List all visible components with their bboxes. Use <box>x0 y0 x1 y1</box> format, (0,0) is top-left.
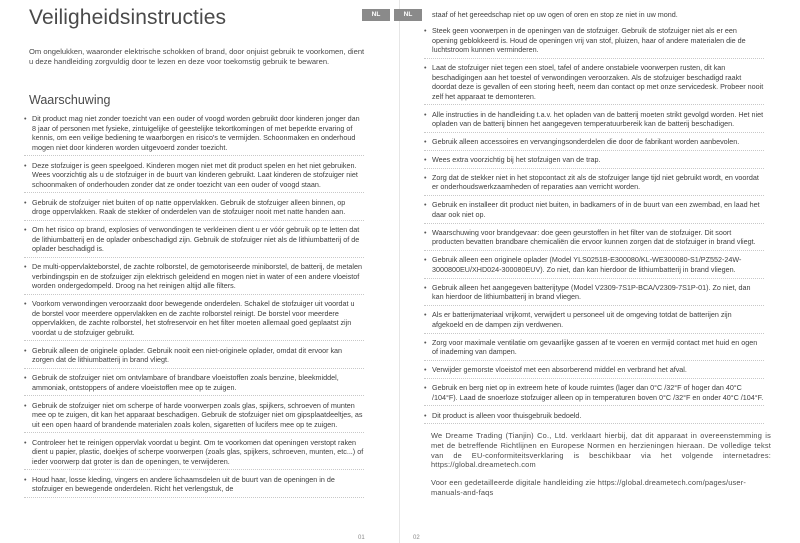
list-item: • Gebruik de stofzuiger niet buiten of op natte oppervlakken. Gebruik de stofzuiger alleen binnen, op droge oppervlakken. Raak de stekker of onderdelen van de stofzuiger nooit met natte handen aan. <box>24 198 364 221</box>
list-item: • Dit product is alleen voor thuisgebruik bedoeld. <box>424 411 764 425</box>
list-item: • Gebruik alleen accessoires en vervangingsonderdelen die door de fabrikant worden aanbevolen. <box>424 137 764 151</box>
list-item: • Gebruik alleen het aangegeven batterijtype (Model V2309-7S1P-BCA/V2309-7S1P-01). Zo niet, dan kan hierdoor de lithiumbatterij in brand vliegen. <box>424 283 764 306</box>
continuation-text: staaf of het gereedschap niet op uw ogen of oren en stop ze niet in uw mond. <box>432 10 678 19</box>
conformity-declaration: We Dreame Trading (Tianjin) Co., Ltd. verklaart hierbij, dat dit apparaat in overeenstemming is met de betreffende Richtlijnen en Europese Normen en herzieningen hieraan. De volledige tekst van de EU-conformiteitsverklaring is beschikbaar via het volgende internetadres: https://global.dreametech.com <box>431 431 771 470</box>
warning-list-left <box>24 114 364 502</box>
list-item: • De multi-oppervlakteborstel, de zachte rolborstel, de gemotoriseerde miniborstel, de batterij, de metalen verbindingspin en de stofzuiger zijn elektrisch geleidend en mogen niet in water of een andere vloeistof worden ondergedompeld. Droog na het reinigen altijd alle filters. <box>24 262 364 295</box>
list-item: • Wees extra voorzichtig bij het stofzuigen van de trap. <box>424 155 764 169</box>
list-item: • Alle instructies in de handleiding t.a.v. het opladen van de batterij moeten strikt gevolgd worden. Het niet opladen van de batterij binnen het aangegeven temperatuurbereik kan de batterij beschadigen. <box>424 110 764 133</box>
intro-paragraph: Om ongelukken, waaronder elektrische schokken of brand, door onjuist gebruik te voorkomen, dient u deze handleiding zorgvuldig door te lezen en deze voor toekomstig gebruik te bewaren. <box>29 47 365 66</box>
list-item: • Deze stofzuiger is geen speelgoed. Kinderen mogen niet met dit product spelen en het niet gebruiken. Wees voorzichtig als u de stofzuiger in de buurt van kinderen gebruikt. Laat kinderen de stofzuiger niet schoonmaken of onderhouden zonder dat ze onder toezicht van een ouder of voogd staan. <box>24 161 364 194</box>
page-number: 02 <box>413 535 420 541</box>
page-title: Veiligheidsinstructies <box>29 6 227 29</box>
list-item: • Als er batterijmateriaal vrijkomt, verwijdert u personeel uit de omgeving totdat de batterijen zijn afgekoeld en de dampen zijn verdwenen. <box>424 310 764 333</box>
list-item: • Zorg dat de stekker niet in het stopcontact zit als de stofzuiger lange tijd niet gebruikt wordt, en voordat er onderhoudswerkzaamheden of reparaties aan verricht worden. <box>424 173 764 196</box>
list-item: • Verwijder gemorste vloeistof met een absorberend middel en verbrand het afval. <box>424 365 764 379</box>
list-item: • Gebruik de stofzuiger niet om ontvlambare of brandbare vloeistoffen zoals benzine, bleekmiddel, ammoniak, ontstoppers of andere vloeistoffen mee op te zuigen. <box>24 373 364 396</box>
list-item: • Om het risico op brand, explosies of verwondingen te verkleinen dient u er vóór gebruik op te letten dat de lithiumbatterij en de oplader onbeschadigd zijn. Gebruik de stofzuiger niet als de lithiumbatterij of de oplader beschadigd is. <box>24 225 364 258</box>
list-item: • Gebruik en installeer dit product niet buiten, in badkamers of in de buurt van een zwembad, en laad het daar ook niet op. <box>424 200 764 223</box>
manual-link-text: Voor een gedetailleerde digitale handleiding zie https://global.dreametech.com/pages/user-manuals-and-faqs <box>431 478 747 497</box>
list-item: • Houd haar, losse kleding, vingers en andere lichaamsdelen uit de buurt van de openingen in de stofzuiger en bewegende onderdelen. Richt het verlengstuk, de <box>24 475 364 498</box>
right-page <box>400 0 800 543</box>
list-item: • Gebruik alleen een originele oplader (Model YLS0251B-E300080/KL-WE300080-S1/PZ552-24W-3000800EU/XHD024-300080EUV). Zo niet, dan kan hierdoor de lithiumbatterij in brand vliegen. <box>424 255 764 278</box>
list-item: • Gebruik de stofzuiger niet om scherpe of harde voorwerpen zoals glas, spijkers, schroeven of munten mee op te zuigen, dit kan het apparaat beschadigen. Gebruik de stofzuiger niet om gipsplaatdeeltjes, as uit een open haard of brandende materialen zoals kolen, sigaretten of lucifers mee op te zuigen. <box>24 401 364 434</box>
language-tab: NL <box>394 9 422 21</box>
list-item: • Gebruik en berg niet op in extreem hete of koude ruimtes (lager dan 0°C /32°F of hoger dan 40°C /104°F). Laad de snoerloze stofzuiger alleen op in temperaturen boven 0°C /32°F en onder 40°C /104°F. <box>424 383 764 406</box>
warning-list-right <box>424 26 764 428</box>
list-item: • Voorkom verwondingen veroorzaakt door bewegende onderdelen. Schakel de stofzuiger uit voordat u de borstel voor meerdere oppervlakken en de zachte rolborstel reinigt. De borstel voor meerdere oppervlakken, de zachte rolborstel, het stofreservoir en het filter moeten allemaal goed geplaatst zijn voordat u de stofzuiger gebruikt. <box>24 299 364 341</box>
page-number: 01 <box>358 535 365 541</box>
list-item: • Steek geen voorwerpen in de openingen van de stofzuiger. Gebruik de stofzuiger niet als er een opening geblokkeerd is. Houd de openingen vrij van stof, pluizen, haar of andere materialen die de luchtstroom kunnen verminderen. <box>424 26 764 59</box>
list-item: • Dit product mag niet zonder toezicht van een ouder of voogd worden gebruikt door kinderen jonger dan 8 jaar of personen met fysieke, zintuigelijke of geestelijke tekortkomingen of met beperkte ervaring of kennis, om een veilige bediening te waarborgen en risico's te vermijden. Schoonmaken en onderhoud mogen niet door kinderen worden uitgevoerd zonder toezicht. <box>24 114 364 156</box>
list-item: • Zorg voor maximale ventilatie om gevaarlijke gassen af te voeren en vermijd contact met huid en ogen of inademing van dampen. <box>424 338 764 361</box>
list-item: • Gebruik alleen de originele oplader. Gebruik nooit een niet-originele oplader, omdat dit ervoor kan zorgen dat de lithiumbatterij in brand vliegt. <box>24 346 364 369</box>
list-item: • Controleer het te reinigen oppervlak voordat u begint. Om te voorkomen dat openingen verstopt raken dient u papier, plastic, doekjes of scherpe voorwerpen (zoals glas, spijkers, schroeven, munten, etc...) of ieder voorwerp dat groter is dan de openingen, te verwijderen. <box>24 438 364 471</box>
section-heading: Waarschuwing <box>29 93 111 107</box>
list-item: • Laat de stofzuiger niet tegen een stoel, tafel of andere onstabiele voorwerpen rusten, dit kan beschadigingen aan het toestel of verwondingen veroorzaken. Als de stofzuiger beschadigd raakt doordat deze is gevallen of een storing heeft, neem dan contact op met onze servicedesk. Probeer nooit zelf het apparaat te demonteren. <box>424 63 764 105</box>
list-item: • Waarschuwing voor brandgevaar: doe geen geurstoffen in het filter van de stofzuiger. Dit soort producten bevatten brandbare chemicaliën die ervoor kunnen zorgen dat de stofzuiger in brand vliegt. <box>424 228 764 251</box>
language-tab: NL <box>362 9 390 21</box>
